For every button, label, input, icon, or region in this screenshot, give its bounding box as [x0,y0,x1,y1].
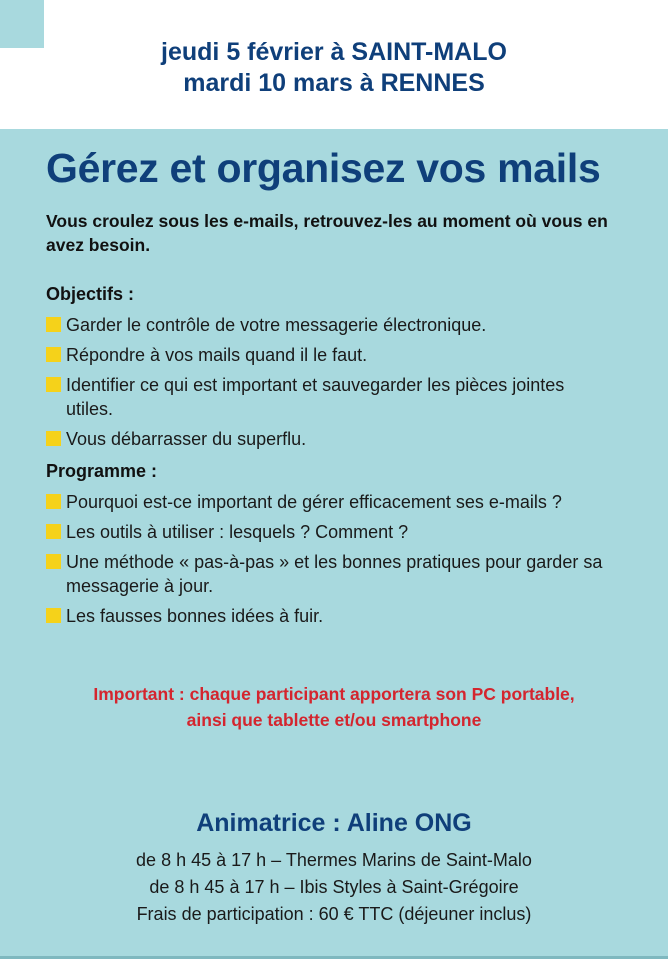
bullet-square-icon [46,431,61,446]
bullet-square-icon [46,554,61,569]
bullet-square-icon [46,524,61,539]
list-item: Garder le contrôle de votre messagerie électronique. [46,313,646,337]
intro-text: Vous croulez sous les e-mails, retrouvez-les au moment où vous en avez besoin. [46,211,608,255]
programme-heading: Programme : [46,461,158,481]
bullet-square-icon [46,494,61,509]
list-item: Les fausses bonnes idées à fuir. [46,604,646,628]
info-line-saint-malo: de 8 h 45 à 17 h – Thermes Marins de Saint-Malo [136,850,532,870]
date-line-rennes: mardi 10 mars à RENNES [183,69,485,97]
date-line-saint-malo: jeudi 5 février à SAINT-MALO [161,38,507,66]
list-item: Une méthode « pas-à-pas » et les bonnes pratiques pour garder sa messagerie à jour. [46,550,646,598]
animatrice-name: Animatrice : Aline ONG [196,809,472,837]
list-item: Vous débarrasser du superflu. [46,427,646,451]
event-dates [0,37,668,99]
main-content [0,129,668,959]
list-item: Répondre à vos mails quand il le faut. [46,343,646,367]
important-line-2: ainsi que tablette et/ou smartphone [186,710,482,730]
session-info [0,847,668,928]
objectifs-heading: Objectifs : [46,284,135,304]
bullet-square-icon [46,347,61,362]
important-notice [0,681,668,733]
info-line-saint-gregoire: de 8 h 45 à 17 h – Ibis Styles à Saint-Grégoire [149,877,519,897]
bullet-square-icon [46,317,61,332]
list-item: Les outils à utiliser : lesquels ? Comment ? [46,520,646,544]
objectifs-list [46,313,646,457]
page-title: Gérez et organisez vos mails [46,145,601,191]
programme-list [46,490,646,634]
important-line-1: Important : chaque participant apportera son PC portable, [93,684,575,704]
list-item: Identifier ce qui est important et sauvegarder les pièces jointes utiles. [46,373,646,421]
bullet-square-icon [46,377,61,392]
bullet-square-icon [46,608,61,623]
info-line-price: Frais de participation : 60 € TTC (déjeuner inclus) [136,904,532,924]
header-band [0,0,668,129]
list-item: Pourquoi est-ce important de gérer efficacement ses e-mails ? [46,490,646,514]
